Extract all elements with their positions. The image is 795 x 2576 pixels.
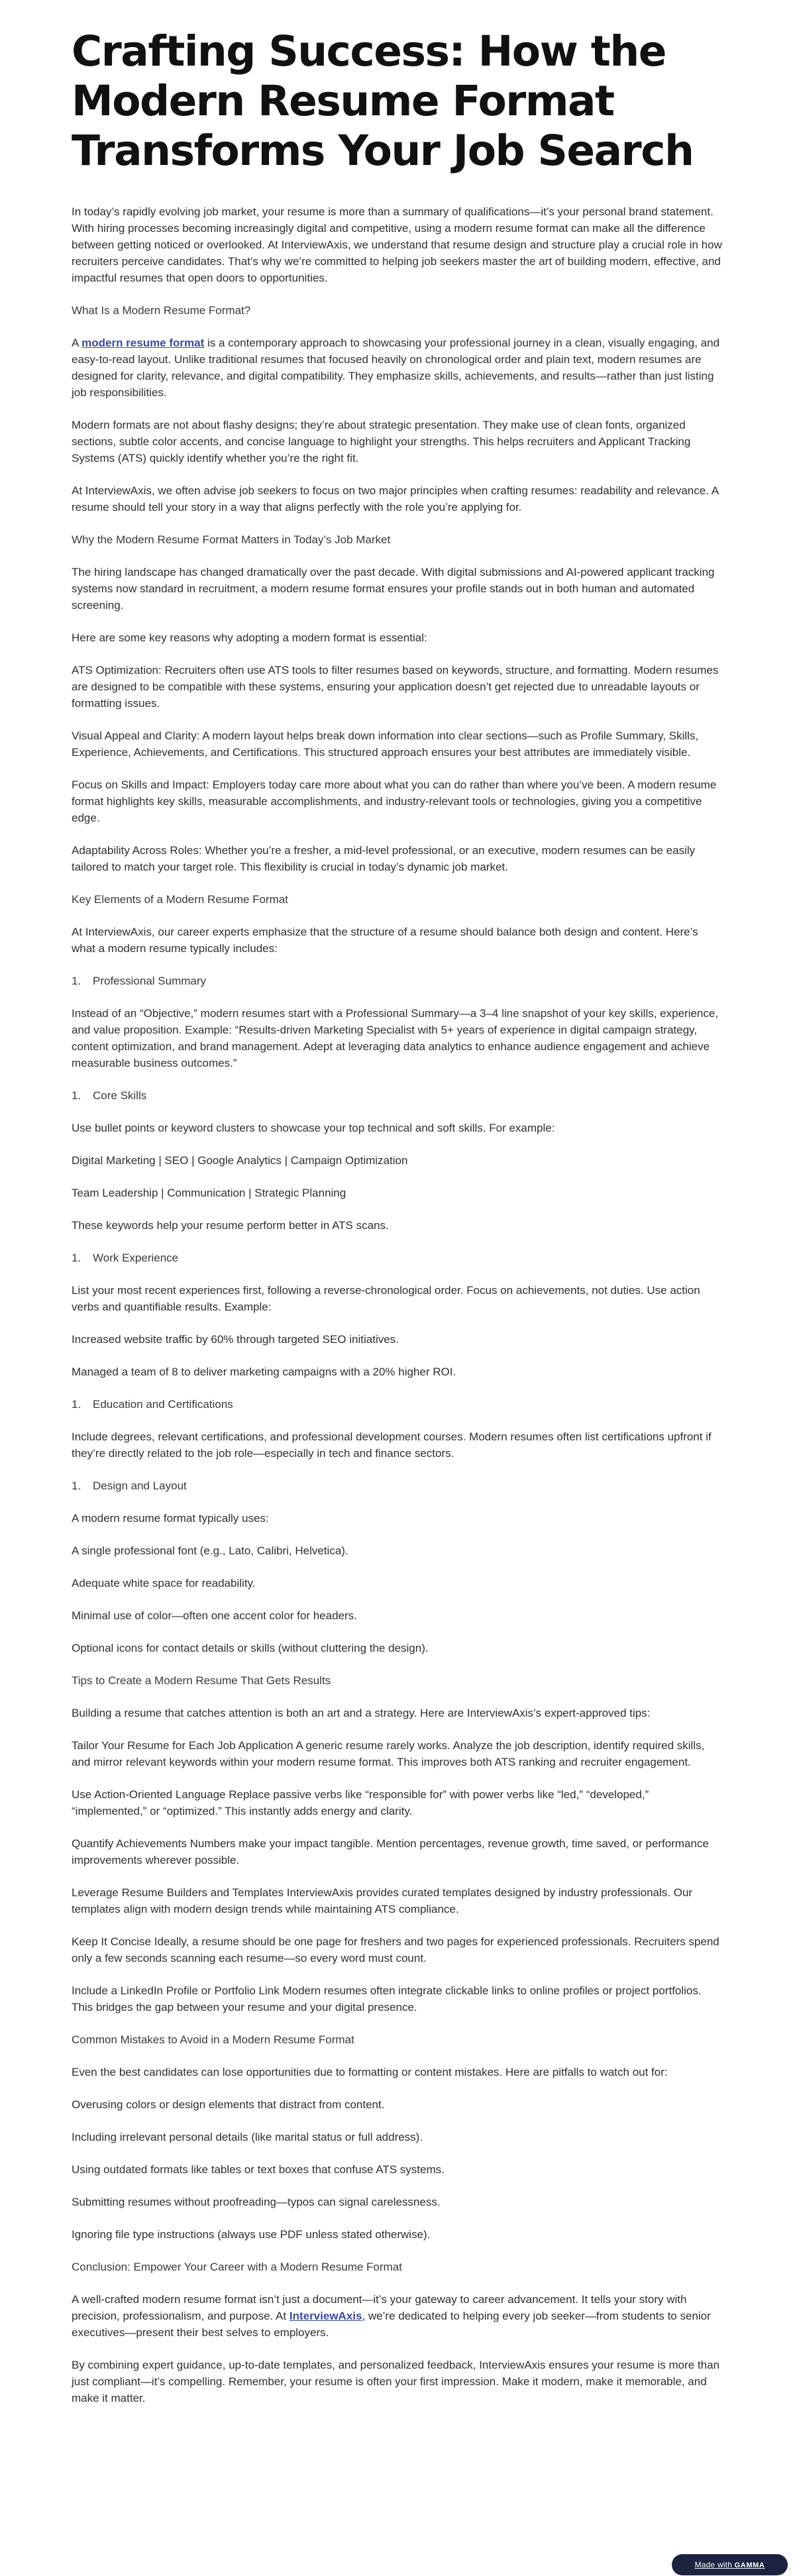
mistake-5: Ignoring file type instructions (always use PDF unless stated otherwise).: [72, 2228, 431, 2241]
work-paragraph: List your most recent experiences first, following a reverse-chronological order. Focus on achievements, not duties. Use action verbs and quantifiable results. Example:: [72, 1284, 700, 1313]
intro-paragraph: In today’s rapidly evolving job market, your resume is more than a summary of qualifications—it’s your personal brand statement. With hiring processes becoming increasingly digital and competitive, using a modern resume format can make all the difference between getting noticed or overlooked. At InterviewAxis, we understand that resume design and structure play a crucial role in how recruiters perceive candidates. That’s why we’re committed to helping job seekers master the art of building modern, effective, and impactful resumes that open doors to opportunities.: [72, 205, 722, 284]
conclusion-paragraph-1-end: , we’re dedicated to helping every job seeker—from students to senior executives—present their best selves to employers.: [72, 2310, 711, 2339]
modern-resume-format-link[interactable]: modern resume format: [81, 337, 205, 349]
why-adapt-paragraph: Adaptability Across Roles: Whether you’re a fresher, a mid-level professional, or an executive, modern resumes can be easily tailored to match your target role. This flexibility is crucial in today’s dynamic job market.: [72, 844, 696, 873]
numbered-heading-design: [72, 1477, 724, 1494]
section-heading-why: Why the Modern Resume Format Matters in Today’s Job Market: [72, 533, 391, 546]
numbered-heading-summary: [72, 973, 724, 989]
key-intro-paragraph: At InterviewAxis, our career experts emphasize that the structure of a resume should balance both design and content. Here’s what a modern resume typically includes:: [72, 926, 698, 955]
list-number: 1.: [72, 1252, 81, 1264]
why-ats-paragraph: ATS Optimization: Recruiters often use ATS tools to filter resumes based on keywords, structure, and formatting. Modern resumes are designed to be compatible with these systems, ensuring your application doesn’t get rejected due to unreadable layouts or formatting issues.: [72, 664, 719, 710]
skills-example-2: Team Leadership | Communication | Strategic Planning: [72, 1187, 346, 1199]
skills-paragraph: Use bullet points or keyword clusters to showcase your top technical and soft skills. For example:: [72, 1122, 555, 1134]
list-number: 1.: [72, 1089, 81, 1102]
mistake-3: Using outdated formats like tables or text boxes that confuse ATS systems.: [72, 2163, 445, 2176]
list-number: 1.: [72, 1479, 81, 1492]
numbered-heading-education: [72, 1396, 724, 1413]
design-paragraph: A modern resume format typically uses:: [72, 1512, 269, 1525]
section-heading-tips: Tips to Create a Modern Resume That Gets Results: [72, 1674, 331, 1687]
article: [72, 27, 724, 2422]
mistake-2: Including irrelevant personal details (like marital status or full address).: [72, 2131, 423, 2143]
skills-note: These keywords help your resume perform better in ATS scans.: [72, 1219, 389, 1232]
what-paragraph-3: At InterviewAxis, we often advise job seekers to focus on two major principles when crafting resumes: readability and relevance. A resume should tell your story in a way that aligns perfectly with the role you’re applying for.: [72, 484, 719, 513]
list-number: 1.: [72, 1398, 81, 1411]
badge-prefix: Made with: [694, 2560, 735, 2569]
numbered-heading-label: Professional Summary: [93, 975, 207, 987]
design-item-1: A single professional font (e.g., Lato, Calibri, Helvetica).: [72, 1544, 348, 1557]
list-number: 1.: [72, 975, 81, 987]
tip-4: Leverage Resume Builders and Templates InterviewAxis provides curated templates designed by industry professionals. Our templates align with modern design trends while maintaining ATS compliance.: [72, 1886, 693, 1915]
skills-example-1: Digital Marketing | SEO | Google Analytics | Campaign Optimization: [72, 1154, 408, 1167]
numbered-heading-label: Design and Layout: [93, 1479, 187, 1492]
numbered-heading-label: Core Skills: [93, 1089, 147, 1102]
mistakes-intro-paragraph: Even the best candidates can lose opportunities due to formatting or content mistakes. Here are pitfalls to watch out for:: [72, 2066, 668, 2078]
work-example-2: Managed a team of 8 to deliver marketing campaigns with a 20% higher ROI.: [72, 1366, 456, 1378]
conclusion-paragraph-1: [72, 2291, 724, 2341]
why-focus-paragraph: Focus on Skills and Impact: Employers today care more about what you can do rather than where you’ve been. A modern resume format highlights key skills, measurable accomplishments, and industry-relevant tools or technologies, giving you a competitive edge.: [72, 778, 717, 824]
numbered-heading-skills: [72, 1087, 724, 1104]
why-paragraph-1: The hiring landscape has changed dramatically over the past decade. With digital submissions and AI-powered applicant tracking systems now standard in recruitment, a modern resume format ensures your profile stands out in both human and automated screening.: [72, 566, 715, 612]
conclusion-paragraph-1-start: A well-crafted modern resume format isn’t just a document—it’s your gateway to career advancement. It tells your story with precision, professionalism, and purpose. At: [72, 2293, 687, 2322]
what-paragraph-2: Modern formats are not about flashy designs; they’re about strategic presentation. They make use of clean fonts, organized sections, subtle color accents, and concise language to highlight your strengths. This helps recruiters and Applicant Tracking Systems (ATS) quickly identify whether you’re the right fit.: [72, 419, 691, 464]
design-item-2: Adequate white space for readability.: [72, 1577, 256, 1589]
numbered-heading-label: Work Experience: [93, 1252, 179, 1264]
mistake-1: Overusing colors or design elements that distract from content.: [72, 2098, 385, 2111]
why-paragraph-2: Here are some key reasons why adopting a modern format is essential:: [72, 631, 427, 644]
tip-3: Quantify Achievements Numbers make your impact tangible. Mention percentages, revenue growth, time saved, or performance improvements wherever possible.: [72, 1837, 709, 1866]
section-heading-what: What Is a Modern Resume Format?: [72, 304, 251, 317]
section-heading-key: Key Elements of a Modern Resume Format: [72, 893, 288, 906]
design-item-4: Optional icons for contact details or skills (without cluttering the design).: [72, 1642, 429, 1654]
design-item-3: Minimal use of color—often one accent color for headers.: [72, 1609, 357, 1622]
section-heading-mistakes: Common Mistakes to Avoid in a Modern Resume Format: [72, 2033, 354, 2046]
made-with-gamma-badge[interactable]: [672, 2554, 788, 2575]
mistake-4: Submitting resumes without proofreading—typos can signal carelessness.: [72, 2196, 441, 2208]
tip-5: Keep It Concise Ideally, a resume should be one page for freshers and two pages for experienced professionals. Recruiters spend only a few seconds scanning each resume—so every word must count.: [72, 1935, 719, 1964]
summary-paragraph: Instead of an “Objective,” modern resumes start with a Professional Summary—a 3–4 line snapshot of your key skills, experience, and value proposition. Example: “Results-driven Marketing Specialist with 5+ years of experience in digital campaign strategy, content optimization, and brand management. Adept at leveraging data analytics to enhance audience engagement and achieve measurable business outcomes.”: [72, 1007, 719, 1069]
education-paragraph: Include degrees, relevant certifications, and professional development courses. Modern resumes often list certifications upfront if they’re directly related to the job role—especially in tech and finance sectors.: [72, 1430, 712, 1460]
tip-2: Use Action-Oriented Language Replace passive verbs like “responsible for” with power verbs like “led,” “developed,” “implemented,” or “optimized.” This instantly adds energy and clarity.: [72, 1788, 649, 1817]
tips-intro-paragraph: Building a resume that catches attention is both an art and a strategy. Here are InterviewAxis’s expert-approved tips:: [72, 1707, 651, 1719]
tip-6: Include a LinkedIn Profile or Portfolio Link Modern resumes often integrate clickable links to online profiles or project portfolios. This bridges the gap between your resume and your digital presence.: [72, 1984, 702, 2013]
gamma-logo-text: GAMMA: [734, 2561, 765, 2569]
what-paragraph-1-start: A: [72, 337, 82, 349]
what-paragraph-1: [72, 335, 724, 401]
numbered-heading-label: Education and Certifications: [93, 1398, 233, 1411]
why-visual-paragraph: Visual Appeal and Clarity: A modern layout helps break down information into clear sections—such as Profile Summary, Skills, Experience, Achievements, and Certifications. This structured approach ensures your best attributes are immediately visible.: [72, 729, 699, 759]
numbered-heading-work: [72, 1250, 724, 1266]
section-heading-conclusion: Conclusion: Empower Your Career with a Modern Resume Format: [72, 2261, 402, 2273]
tip-1: Tailor Your Resume for Each Job Application A generic resume rarely works. Analyze the job description, identify required skills, and mirror relevant keywords within your modern resume format. This improves both ATS ranking and recruiter engagement.: [72, 1739, 705, 1768]
work-example-1: Increased website traffic by 60% through targeted SEO initiatives.: [72, 1333, 399, 1346]
interviewaxis-link[interactable]: InterviewAxis: [289, 2310, 362, 2322]
conclusion-paragraph-2: By combining expert guidance, up-to-date templates, and personalized feedback, InterviewAxis ensures your resume is more than just compliant—it’s compelling. Remember, your resume is often your first impression. Make it modern, make it memorable, and make it matter.: [72, 2359, 720, 2404]
what-paragraph-1-end: is a contemporary approach to showcasing your professional journey in a clean, visually engaging, and easy-to-read layout. Unlike traditional resumes that focused heavily on chronological order and plain text, modern resumes are designed for clarity, relevance, and digital compatibility. They emphasize skills, achievements, and results—rather than just listing job responsibilities.: [72, 337, 720, 399]
page-title: Crafting Success: How the Modern Resume Format Transforms Your Job Search: [72, 27, 694, 175]
